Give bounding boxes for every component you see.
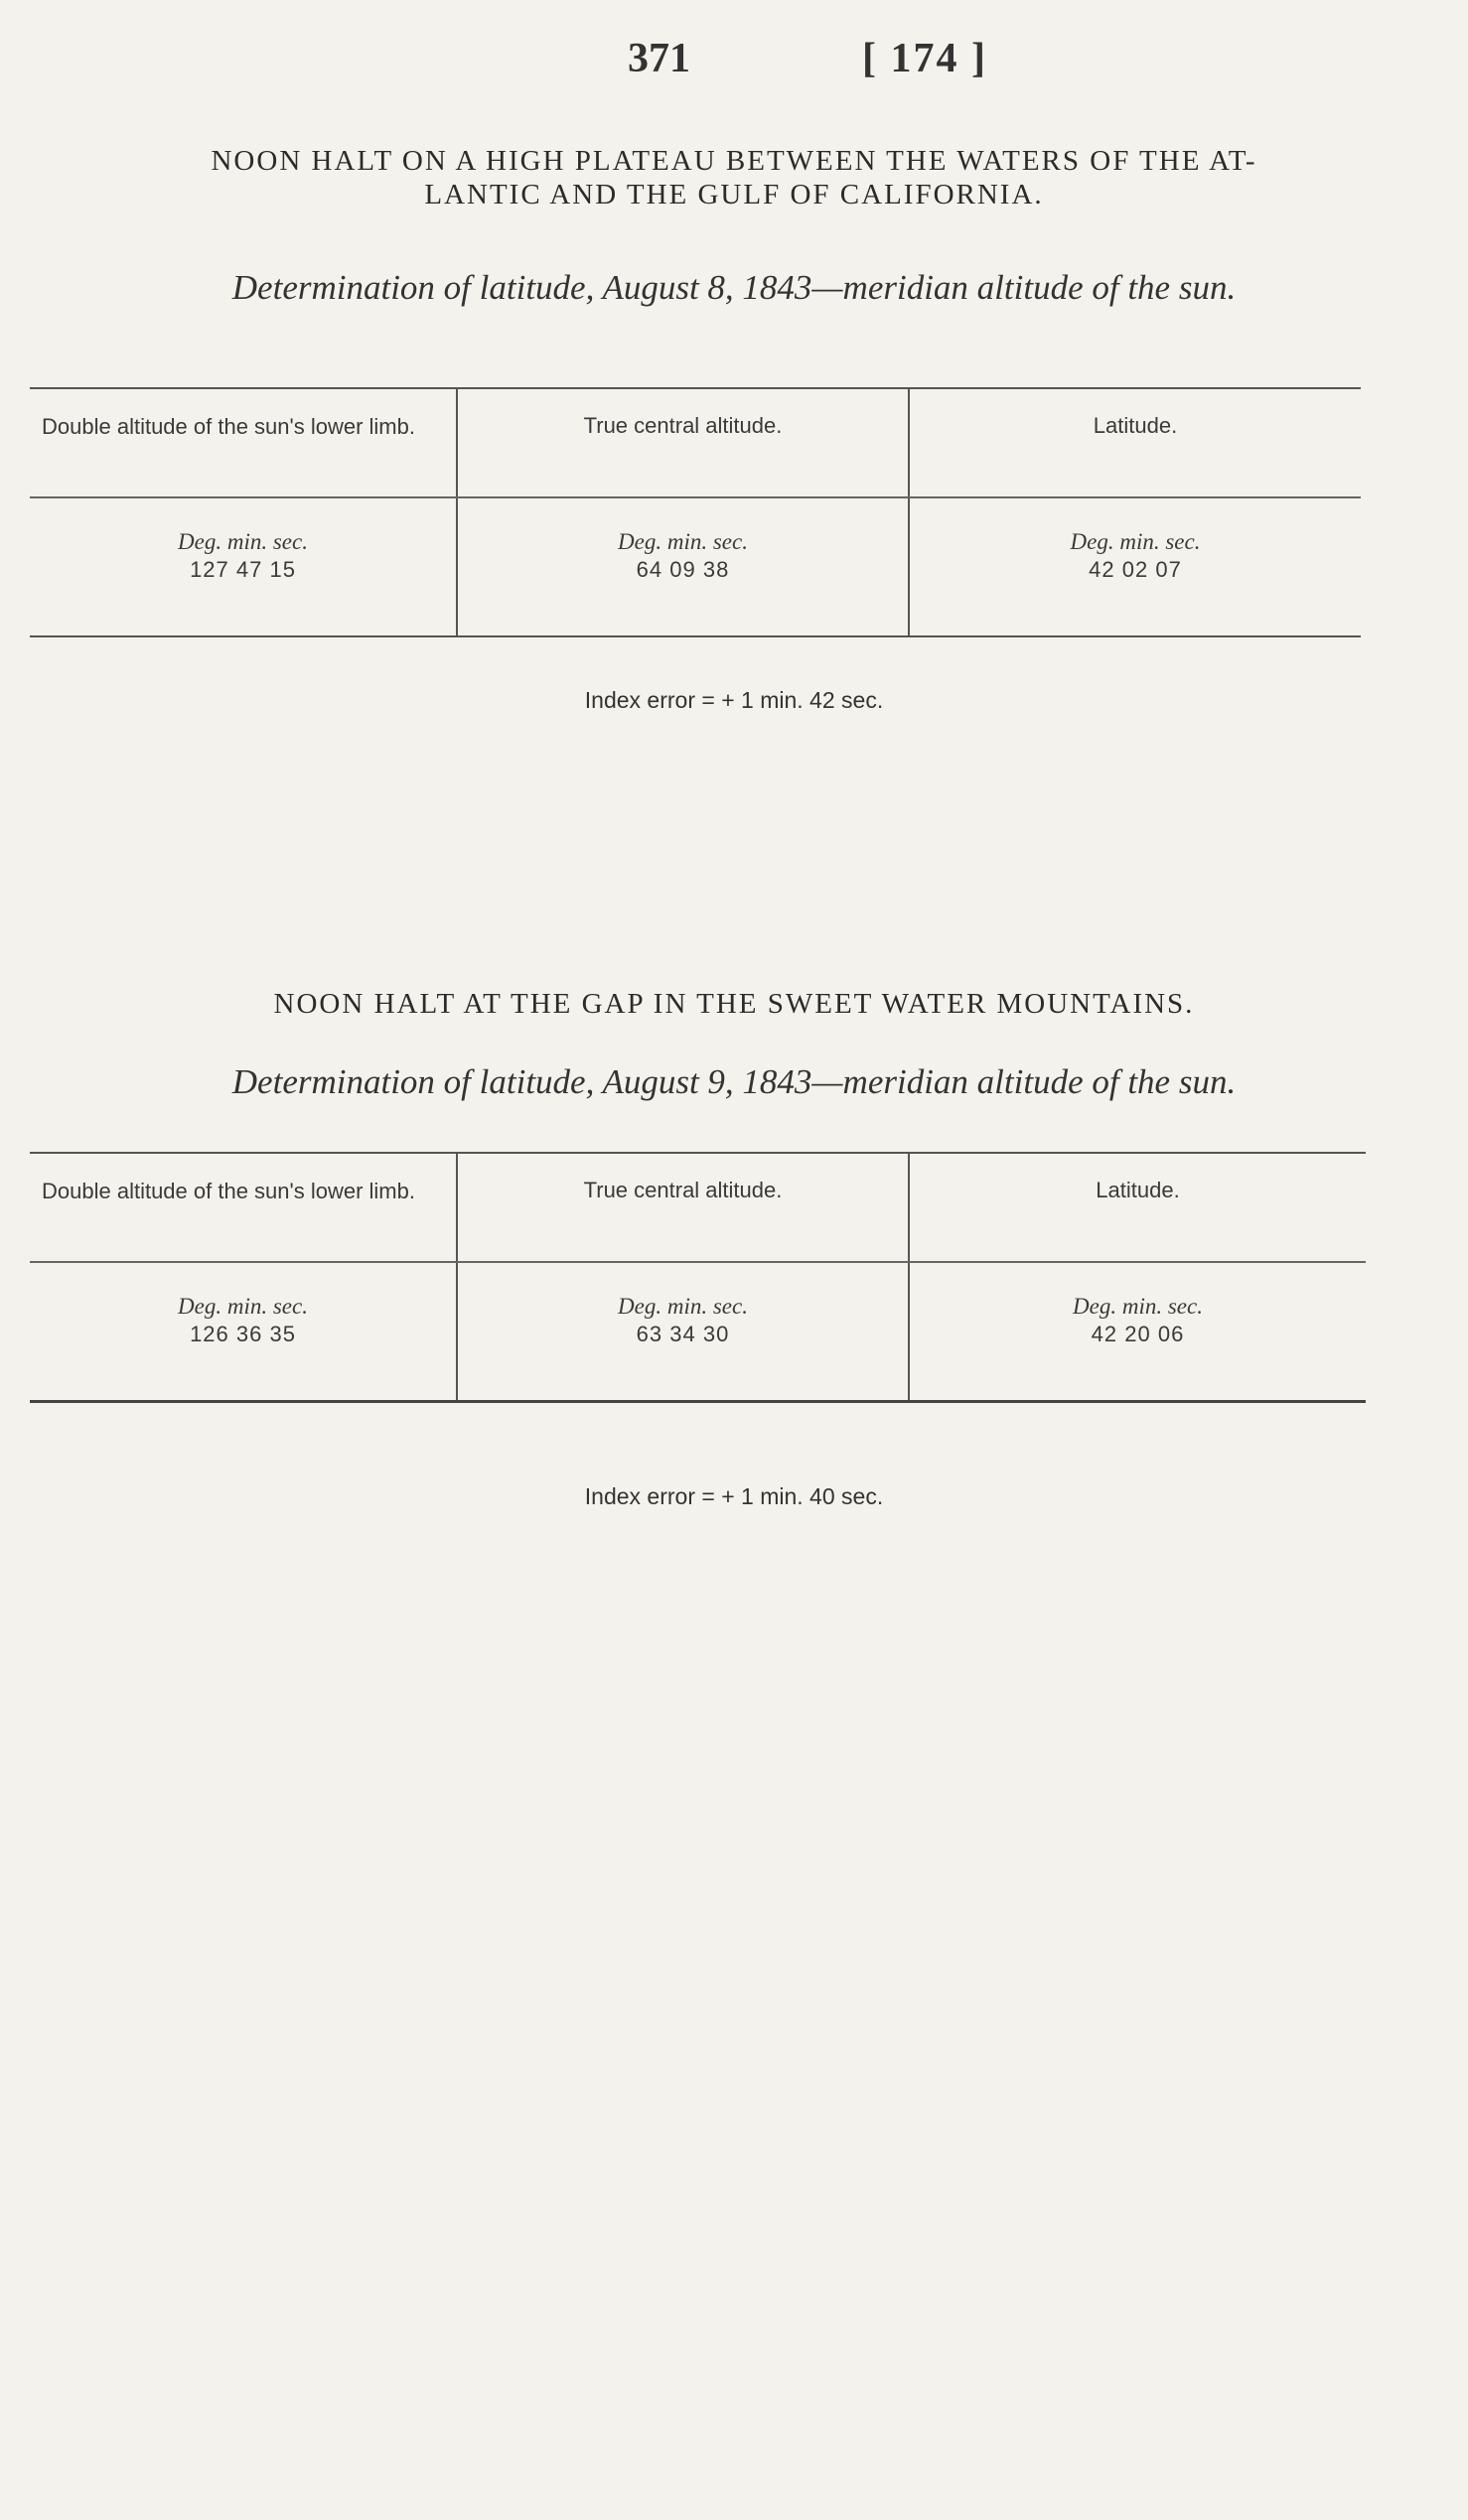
column-header: Double altitude of the sun's lower limb. (30, 388, 457, 497)
units-label: Deg. min. sec. (1070, 529, 1201, 554)
table-cell (909, 1262, 1366, 1401)
column-header: Latitude. (909, 1153, 1366, 1262)
section2-observation-table (30, 1152, 1366, 1403)
units-label: Deg. min. sec. (618, 1294, 748, 1319)
section2-heading: NOON HALT AT THE GAP IN THE SWEET WATER MOUNTAINS. (273, 988, 1195, 1020)
table-row (30, 1262, 1366, 1401)
column-header: Double altitude of the sun's lower limb. (30, 1153, 457, 1262)
units-label: Deg. min. sec. (178, 529, 308, 554)
cell-value: 42 20 06 (1091, 1322, 1185, 1346)
table-cell (457, 1262, 909, 1401)
table-row (30, 497, 1361, 636)
table-cell (30, 1262, 457, 1401)
table-header-row (30, 1153, 1366, 1262)
section1-index-error: Index error = + 1 min. 42 sec. (584, 687, 884, 713)
plate-number: [ 174 ] (862, 36, 987, 81)
section1-heading-line2: LANTIC AND THE GULF OF CALIFORNIA. (424, 179, 1044, 210)
units-label: Deg. min. sec. (1073, 1294, 1203, 1319)
table-cell (30, 497, 457, 636)
cell-value: 64 09 38 (636, 557, 730, 582)
section1-heading-line1: NOON HALT ON A HIGH PLATEAU BETWEEN THE WATERS OF THE AT- (211, 145, 1257, 177)
table-header-row (30, 388, 1361, 497)
table-cell (909, 497, 1361, 636)
cell-value: 42 02 07 (1089, 557, 1182, 582)
cell-value: 127 47 15 (190, 557, 296, 582)
column-header: True central altitude. (457, 1153, 909, 1262)
units-label: Deg. min. sec. (618, 529, 748, 554)
page-number: 371 (628, 36, 690, 81)
units-label: Deg. min. sec. (178, 1294, 308, 1319)
section2-index-error: Index error = + 1 min. 40 sec. (584, 1483, 884, 1509)
cell-value: 126 36 35 (190, 1322, 296, 1346)
table-cell (457, 497, 909, 636)
section1-observation-table (30, 387, 1361, 637)
section2-caption: Determination of latitude, August 9, 1843—meridian altitude of the sun. (231, 1062, 1237, 1101)
column-header: True central altitude. (457, 388, 909, 497)
cell-value: 63 34 30 (636, 1322, 730, 1346)
section1-caption: Determination of latitude, August 8, 1843—meridian altitude of the sun. (231, 268, 1237, 307)
column-header: Latitude. (909, 388, 1361, 497)
